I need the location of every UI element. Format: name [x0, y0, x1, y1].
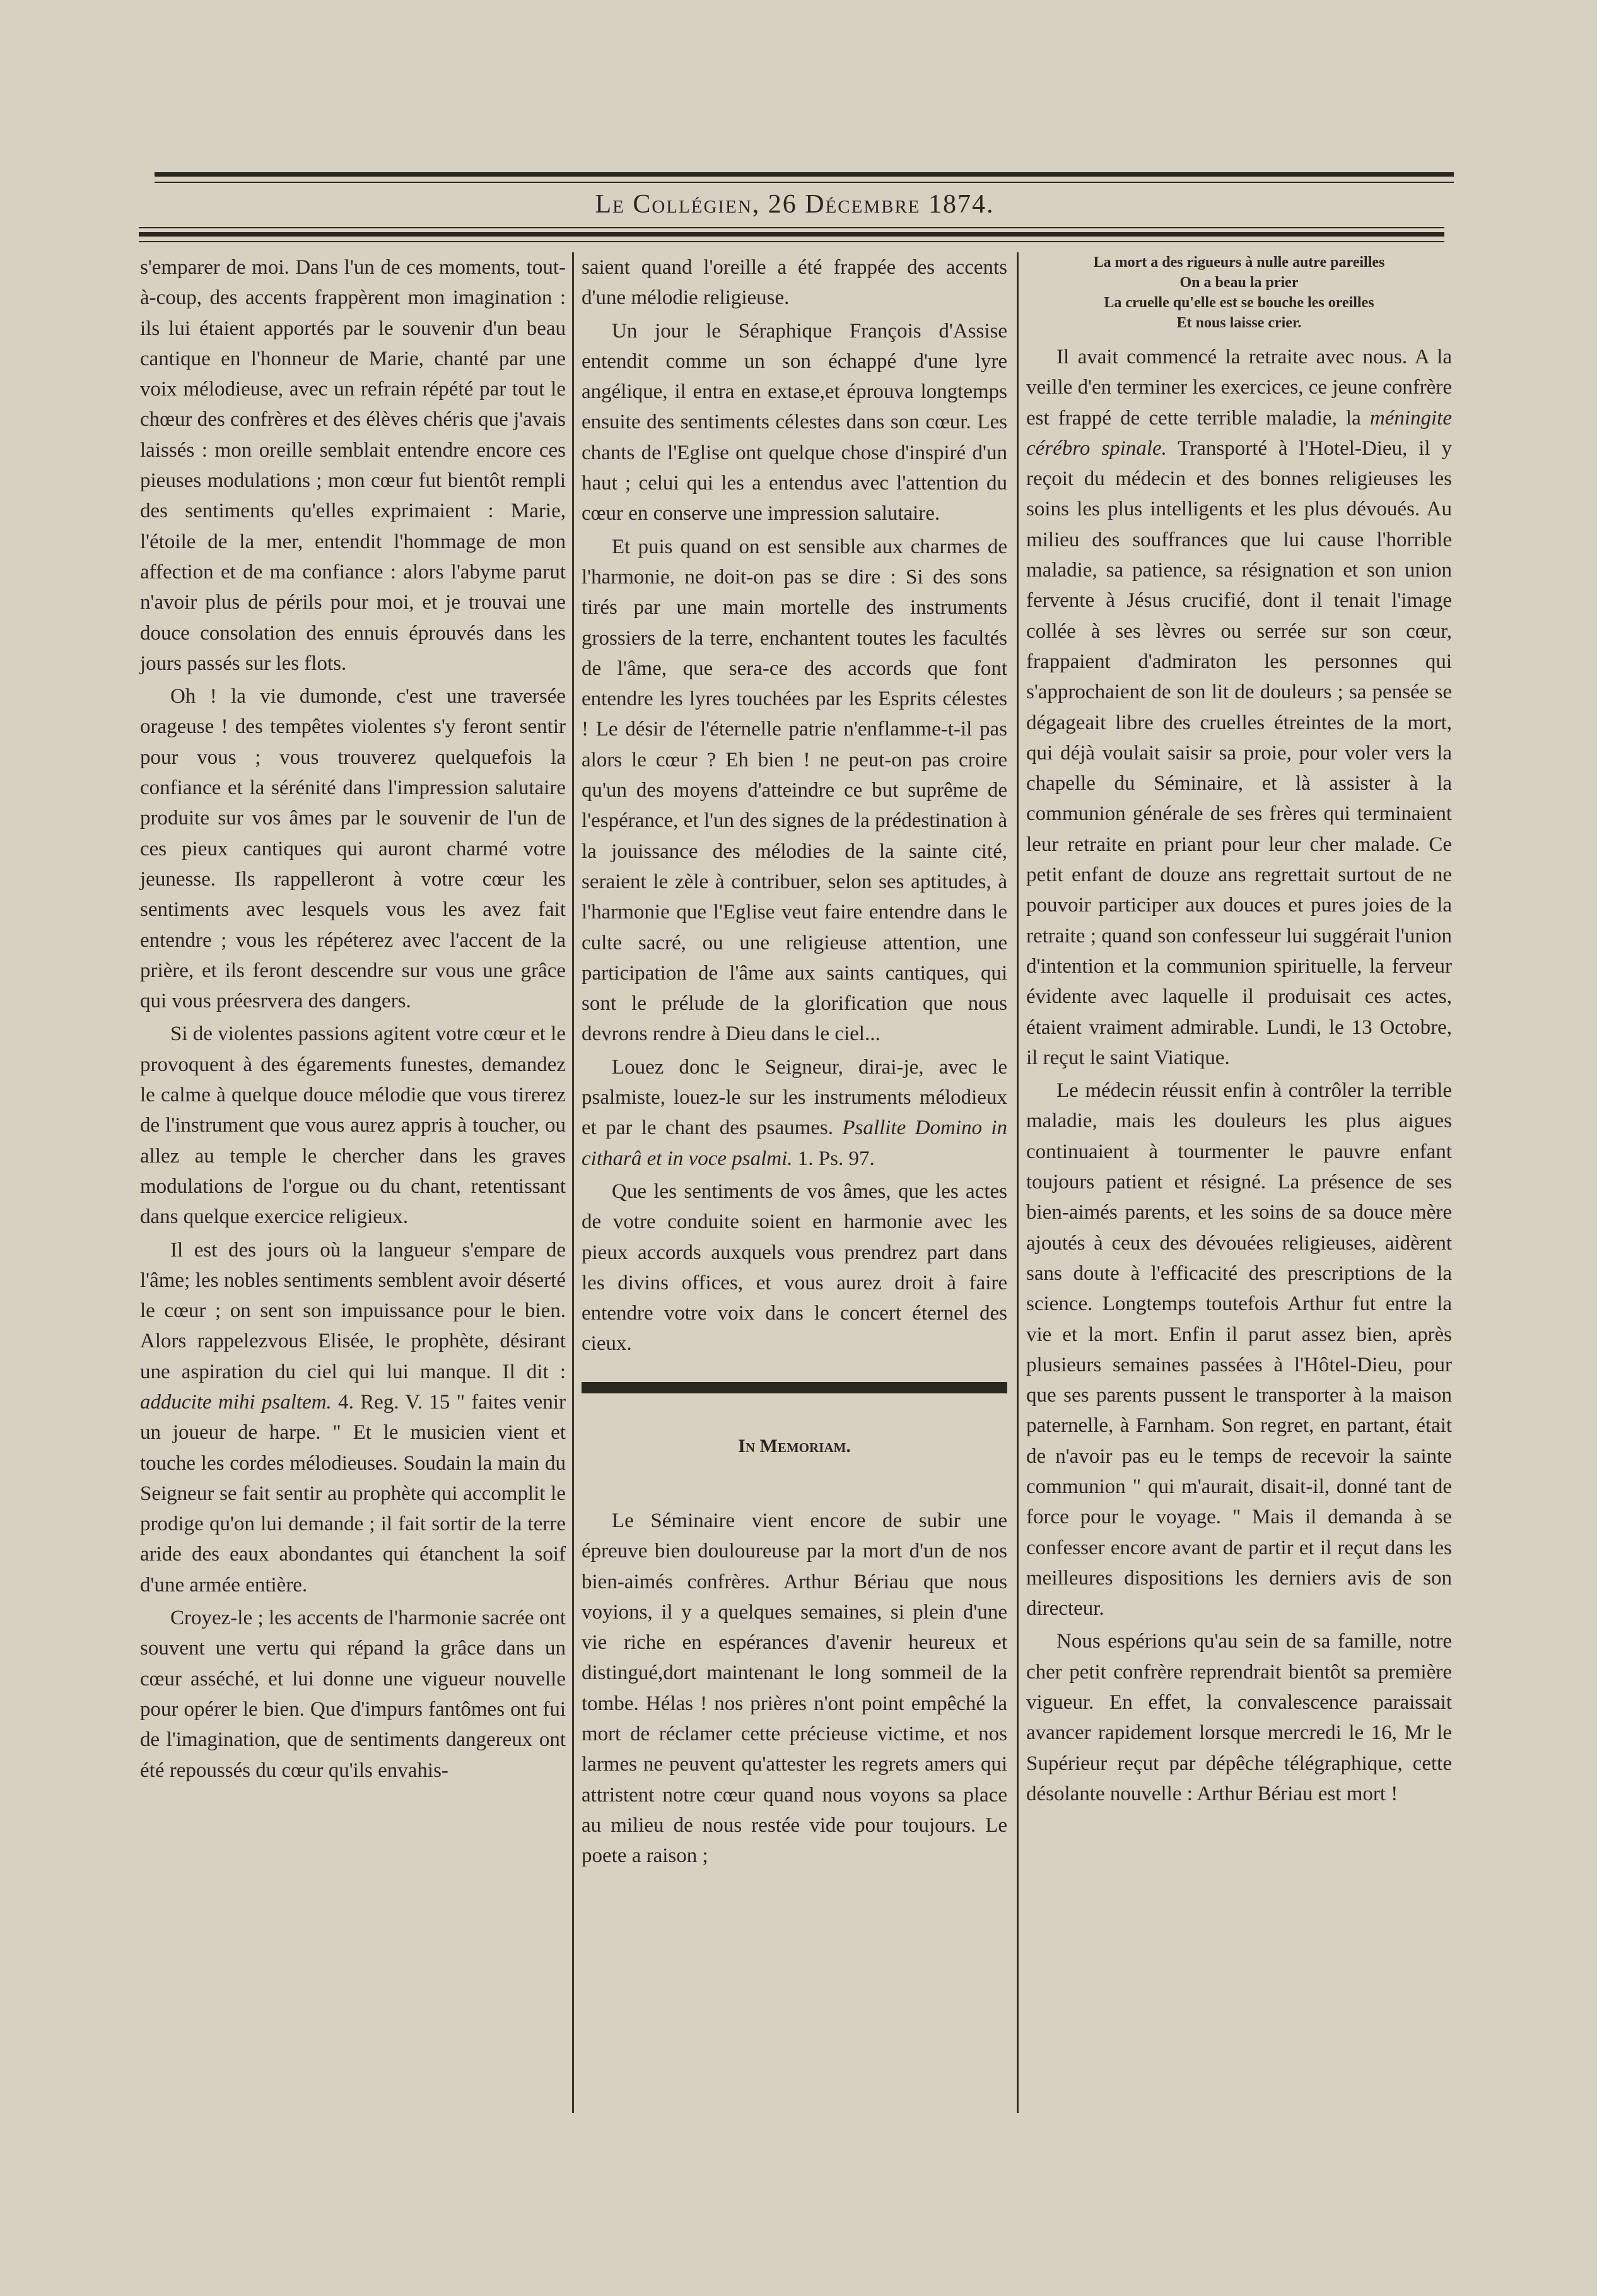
col3-p1-disease: méningite cérébro spinale. [1026, 406, 1452, 460]
masthead-rule-thick [139, 232, 1444, 237]
col1-paragraph-3: Si de violentes passions agitent votre cœur et le provoquent à des égarements funestes, demandez le calme à quelque douce mélodie que vous tirerez de l'instrument que vous aurez appris à toucher, ou allez au temple le chercher dans les graves modulations de l'orgue ou du chant, retentissant dans quelque exercice religieux. [140, 1022, 566, 1229]
col3-p1-text-a: Il avait commencé la retraite avec nous. A la veille d'en terminer les exercices, ce jeune confrère est frappé de cette terrible maladie, la [1026, 346, 1452, 430]
masthead-rule-thin [139, 227, 1444, 228]
col3-p1-text-b: Transporté à l'Hotel-Dieu, il y reçoit du médecin et des bonnes religieuses les soins les plus intelligents et les plus dévoués. Au milieu des souffrances que lui cause l'horrible maladie, sa patience, sa résignation et son union fervente à Jésus crucifié, dont il tenait l'image collée à ses lèvres ou serrée sur son cœur, frappaient d'admiraton les personnes qui s'approchaient de son lit de douleurs ; sa pensée se dégageait libre des cruelles étreintes de la mort, qui déjà voulait saisir sa proie, pour voler vers la chapelle du Séminaire, et là assister à la communion générale de ses frères qui terminaient leur retraite en priant pour leur cher malade. Ce petit enfant de douze ans regrettait surtout de ne pouvoir participer aux douces et pures joies de la retraite ; quand son confesseur lui suggérait l'union d'intention et la communion spirituelle, la ferveur évidente avec laquelle il produisait ces actes, étaient vraiment admirable. Lundi, le 13 Octobre, il reçut le saint Viatique. [1026, 436, 1452, 1069]
col1-paragraph-1: s'emparer de moi. Dans l'un de ces moments, tout-à-coup, des accents frappèrent mon imagination : ils lui étaient apportés par le souvenir d'un beau cantique en l'honneur de Marie, chanté par une voix mélodieuse, avec un refrain répété par tout le chœur des confrères et des élèves chéris que j'avais laissés : mon oreille semblait entendre encore ces pieuses modulations ; mon cœur fut bientôt rempli des sentiments qu'elles exprimaient : Marie, l'étoile de la mer, entendit l'hommage de mon affection et de ma confiance : alors l'abyme parut n'avoir plus de périls pour moi, et je trouvai une douce consolation des ennuis éprouvés dans les jours passés sur les flots. [140, 256, 566, 675]
memoriam-paragraph-1: Le Séminaire vient encore de subir une épreuve bien douloureuse par la mort d'un de nos bien-aimés confrères. Arthur Bériau que nous voyions, il y a quelques semaines, si plein d'une vie riche en espérances d'avenir heureux et distingué,dort maintenant le long sommeil de la tombe. Hélas ! nos prières n'ont point empêché la mort de réclamer cette précieuse victime, et nos larmes ne peuvent qu'attester les regrets amers qui attristent notre cœur quand nous voyons sa place au milieu de nous restée vide pour toujours. Le poete a raison ; [582, 1509, 1007, 1868]
in-memoriam-heading: In Memoriam. [738, 1435, 851, 1456]
col1-paragraph-4 [140, 1235, 566, 1601]
col3-paragraph-1 [1026, 342, 1452, 1073]
top-rule-thin [155, 182, 1454, 183]
col3-paragraph-3: Nous espérions qu'au sein de sa famille, notre cher petit confrère reprendrait bientôt sa première vigueur. En effet, la convalescence paraissait avancer rapidement lorsque mercredi le 16, Mr le Supérieur reçut par dépêche télégraphique, cette désolante nouvelle : Arthur Bériau est mort ! [1026, 1630, 1452, 1805]
masthead-rule-bottom [139, 241, 1444, 242]
masthead: Le Collégien, 26 Décembre 1874. [595, 190, 995, 219]
column-2 [582, 252, 1007, 1871]
col3-paragraph-2: Le médecin réussit enfin à contrôler la terrible maladie, mais les douleurs les plus aigues continuaient à tourmenter le pauvre enfant toujours patient et résigné. La présence de ses bien-aimés parents, et les soins de sa douce mère ajoutés à ceux des dévouées religieuses, aidèrent sans doute à l'efficacité des prescriptions de la science. Longtemps toutefois Arthur fut entre la vie et la mort. Enfin il parut assez bien, après plusieurs semaines passées à l'Hôtel-Dieu, pour que ses parents pussent le transporter à la maison paternelle, à Farnham. Son regret, en partant, était de n'avoir pas eu le temps de recevoir la sainte communion " qui m'aurait, disait-il, donné tant de force pour le voyage. " Mais il demanda à se confesser encore avant de partir et il reçut dans les meilleures dispositions les derniers avis de son directeur. [1026, 1079, 1452, 1620]
column-3 [1026, 252, 1452, 1809]
col1-p4-text-a: Il est des jours où la langueur s'empare de l'âme; les nobles sentiments semblent avoir déserté le cœur ; on sent son impuissance pour le bien. Alors rappelezvous Elisée, le prophète, désirant une aspiration du ciel qui lui manque. Il dit : [140, 1238, 566, 1383]
col2-paragraph-2: Un jour le Séraphique François d'Assise entendit comme un son échappé d'une lyre angélique, il entra en extase,et éprouva longtemps ensuite des sentiments célestes dans son cœur. Les chants de l'Eglise ont quelque chose d'inspiré d'un haut ; celui qui les a entendus avec l'attention du cœur en conserve une impression salutaire. [582, 319, 1007, 525]
col2-paragraph-4 [582, 1052, 1007, 1174]
col2-p4-latin: Psallite Domino in citharâ et in voce psalmi. [582, 1116, 1008, 1170]
col1-p4-text-b: 4. Reg. V. 15 " faites venir un joueur de harpe. " Et le musicien vient et touche les cordes mélodieuses. Soudain la main du Seigneur se fait sentir au prophète qui accomplit le prodige qu'on lui demande ; il fait sortir de la terre aride des eaux abondantes qui étanchent la soif d'une armée entière. [140, 1390, 566, 1596]
col1-p4-latin: adducite mihi psaltem. [140, 1390, 332, 1414]
poem-line-2: On a beau la prier [1179, 274, 1299, 291]
col2-p4-text-b: 1. Ps. 97. [797, 1147, 875, 1170]
column-divider-1 [572, 252, 574, 2113]
col2-p4-text-a: Louez donc le Seigneur, dirai-je, avec le psalmiste, louez-le sur les instruments mélodieux et par le chant des psaumes. [582, 1055, 1007, 1140]
top-rule-thick [155, 172, 1454, 177]
section-separator-bar [582, 1382, 1007, 1393]
poem-line-4: Et nous laisse crier. [1176, 315, 1302, 331]
col2-paragraph-5: Que les sentiments de vos âmes, que les actes de votre conduite soient en harmonie avec les pieux accords auxquels vous prendrez part dans les divins offices, et vous aurez droit à faire entendre votre voix dans le concert éternel des cieux. [582, 1180, 1007, 1356]
poem-line-1: La mort a des rigueurs à nulle autre pareilles [1093, 254, 1385, 271]
column-1 [140, 252, 566, 1786]
poem-line-3: La cruelle qu'elle est se bouche les oreilles [1104, 295, 1374, 311]
col1-paragraph-5: Croyez-le ; les accents de l'harmonie sacrée ont souvent une vertu qui répand la grâce dans un cœur asséché, et lui donne une vigueur nouvelle pour opérer le bien. Que d'impurs fantômes ont fui de l'imagination, que de sentiments dangereux ont été repoussés du cœur qu'ils envahis- [140, 1607, 566, 1782]
col2-paragraph-3: Et puis quand on est sensible aux charmes de l'harmonie, ne doit-on pas se dire : Si des sons tirés par une main mortelle des instruments grossiers de la terre, enchantent toutes les facultés de l'âme, que sera-ce des accords que font entendre les lyres touchées par les Esprits célestes ! Le désir de l'éternelle patrie n'enflamme-t-il pas alors le cœur ? Eh bien ! ne peut-on pas croire qu'un des moyens d'atteindre ce but suprême de l'espérance, et l'un des signes de la prédestination à la jouissance des mélodies de la sainte cité, seraient le zèle à contribuer, selon ses aptitudes, à l'harmonie que l'Eglise veut faire entendre dans le culte sacré, ou une religieuse attention, une participation de l'âme aux saints cantiques, qui sont le prélude de la glorification que nous devrons rendre à Dieu dans le ciel... [582, 535, 1007, 1046]
column-divider-2 [1017, 252, 1019, 2113]
col1-paragraph-2: Oh ! la vie dumonde, c'est une traversée orageuse ! des tempêtes violentes s'y feront sentir pour vous ; vous trouverez quelquefois la confiance et la sérénité dans l'impression salutaire produite sur vos âmes par le souvenir de l'un de ces pieux cantiques qui auront charmé votre jeunesse. Ils rappelleront à votre cœur les sentiments avec lesquels vous les avez fait entendre ; vous les répéterez avec l'accent de la prière, et ils feront descendre sur vous une grâce qui vous préesrvera des dangers. [140, 685, 566, 1013]
col2-paragraph-1: saient quand l'oreille a été frappée des accents d'une mélodie religieuse. [582, 256, 1007, 310]
poem-quote [1026, 252, 1452, 333]
